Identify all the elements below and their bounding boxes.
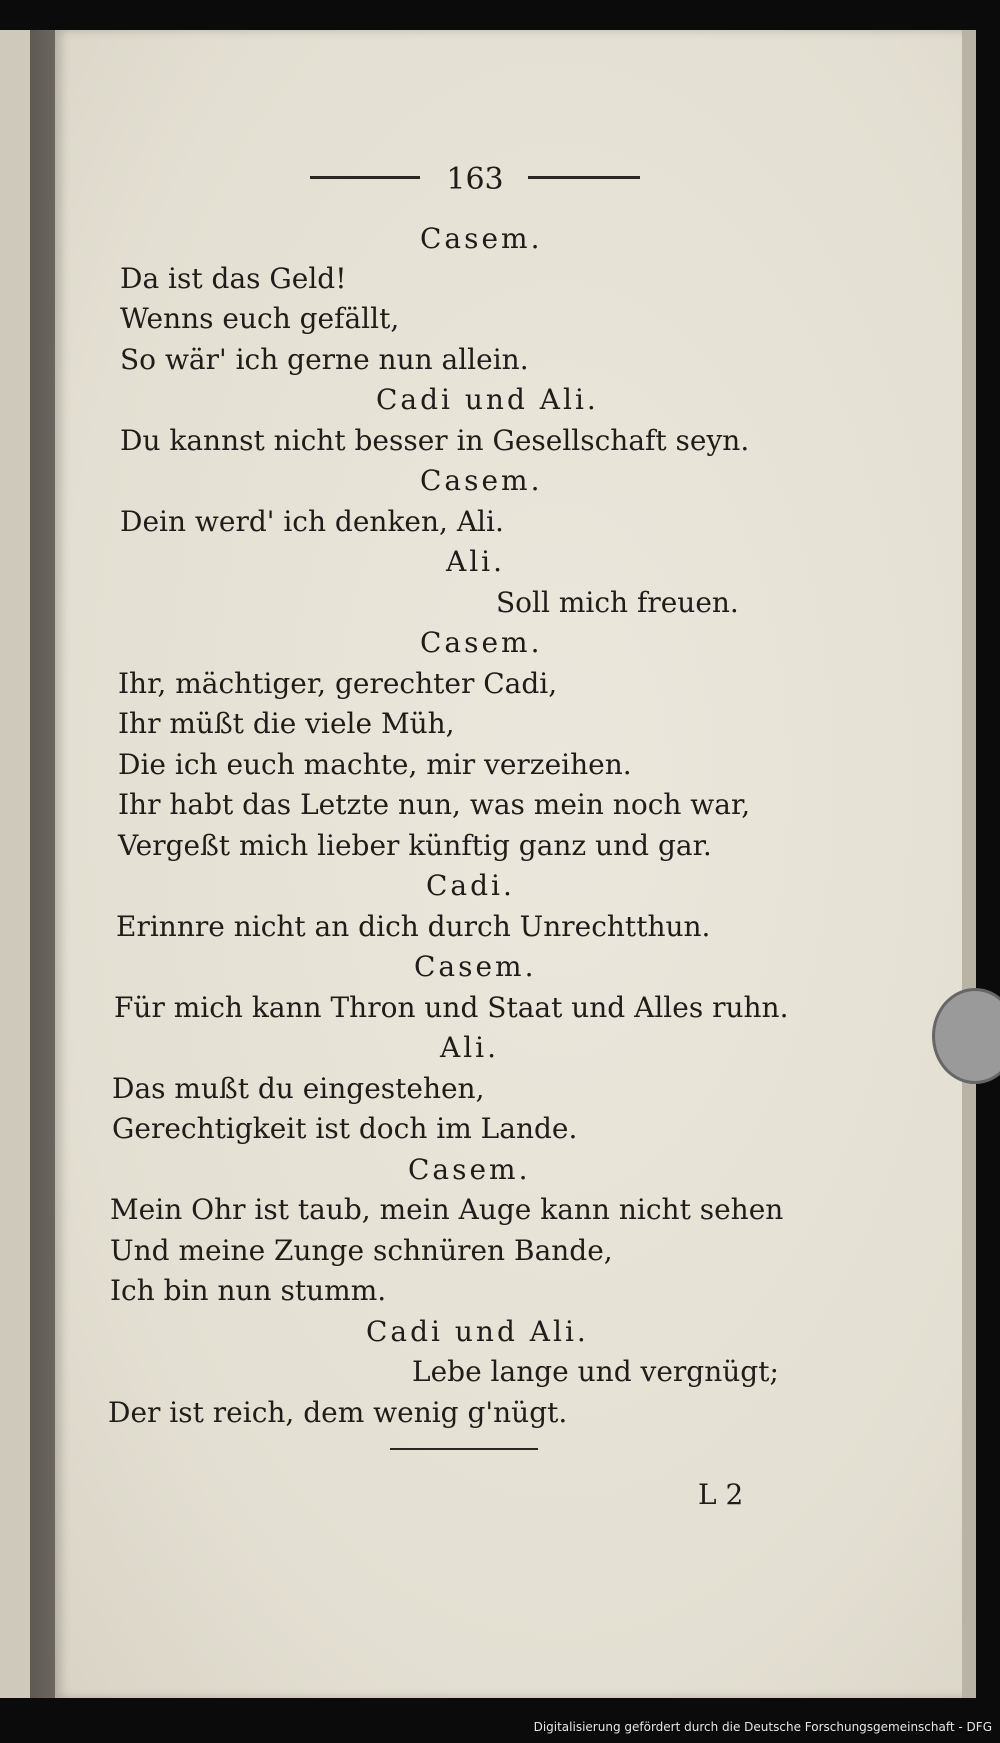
speaker-line: Casem.: [420, 464, 543, 497]
header-rule-right: [528, 176, 640, 179]
text-line: Du kannst nicht besser in Gesellschaft seyn.: [120, 424, 750, 457]
text-line: Dein werd' ich denken, Ali.: [120, 505, 504, 538]
closing-rule: [390, 1448, 538, 1450]
speaker-line: Ali.: [446, 545, 506, 578]
text-line: Gerechtigkeit ist doch im Lande.: [112, 1112, 578, 1145]
speaker-line: Casem.: [408, 1153, 531, 1186]
text-line: Ich bin nun stumm.: [110, 1274, 387, 1307]
text-line: Ihr, mächtiger, gerechter Cadi,: [118, 667, 558, 700]
text-line: Da ist das Geld!: [120, 262, 347, 295]
facing-page-edge: [0, 30, 30, 1698]
page-edge-right: [962, 30, 976, 1698]
text-line: Soll mich freuen.: [496, 586, 739, 619]
text-line: Erinnre nicht an dich durch Unrechtthun.: [116, 910, 711, 943]
text-line: Das mußt du eingestehen,: [112, 1072, 485, 1105]
text-line: Wenns euch gefällt,: [120, 302, 400, 335]
page-number: 163: [446, 162, 504, 197]
text-line: Ihr habt das Letzte nun, was mein noch war,: [118, 788, 751, 821]
text-line: Lebe lange und vergnügt;: [412, 1355, 779, 1388]
speaker-line: Casem.: [414, 950, 537, 983]
speaker-line: Casem.: [420, 222, 543, 255]
speaker-line: Cadi und Ali.: [376, 383, 599, 416]
digitization-credit: Digitalisierung gefördert durch die Deutsche Forschungsgemeinschaft - DFG: [533, 1720, 992, 1734]
signature-mark: L 2: [698, 1478, 744, 1511]
text-line: Der ist reich, dem wenig g'nügt.: [108, 1396, 568, 1429]
speaker-line: Cadi.: [426, 869, 515, 902]
text-line: Mein Ohr ist taub, mein Auge kann nicht sehen: [110, 1193, 784, 1226]
header-rule-left: [310, 176, 420, 179]
speaker-line: Cadi und Ali.: [366, 1315, 589, 1348]
text-line: So wär' ich gerne nun allein.: [120, 343, 529, 376]
text-line: Die ich euch machte, mir verzeihen.: [118, 748, 632, 781]
text-line: Für mich kann Thron und Staat und Alles ruhn.: [114, 991, 789, 1024]
text-line: Ihr müßt die viele Müh,: [118, 707, 455, 740]
speaker-line: Ali.: [440, 1031, 500, 1064]
page-header: [0, 162, 1000, 197]
text-line: Und meine Zunge schnüren Bande,: [110, 1234, 613, 1267]
speaker-line: Casem.: [420, 626, 543, 659]
text-line: Vergeßt mich lieber künftig ganz und gar.: [118, 829, 712, 862]
